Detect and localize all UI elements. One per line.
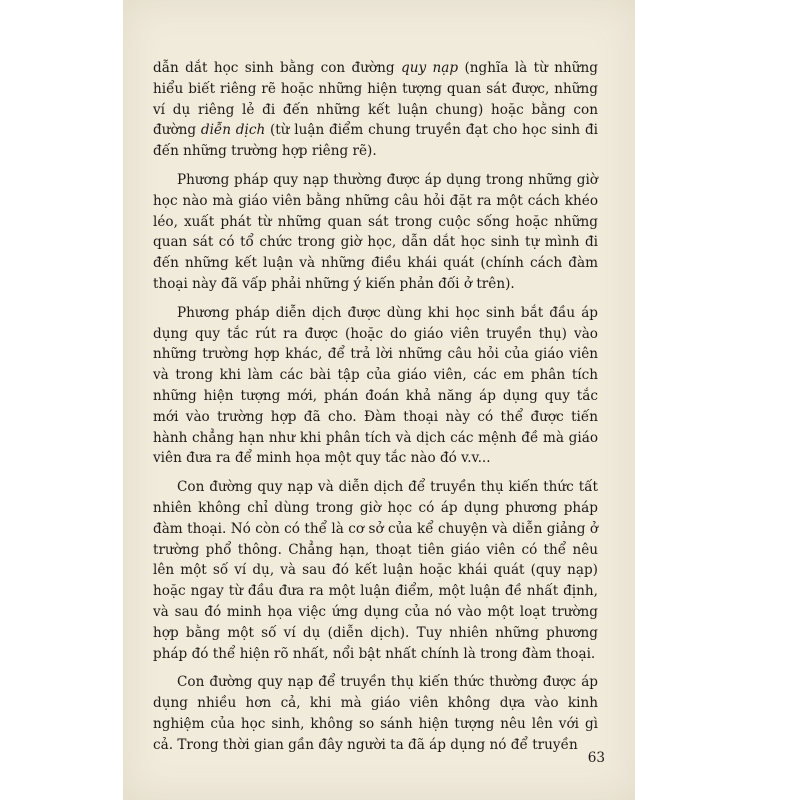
paragraph — [153, 477, 598, 664]
page-number: 63 — [587, 750, 605, 766]
text-run: Phương pháp quy nạp thường được áp dụng trong những giờ học nào mà giáo viên bằng những câu hỏi đặt ra một cách khéo léo, xuất phát từ những quan sát trong cuộc sống hoặc những quan sát có tổ chức trong giờ học, dẫn dắt học sinh tự mình đi đến những kết luận và những điều khái quát (chính cách đàm thoại này đã vấp phải những ý kiến phản đối ở trên). — [153, 171, 598, 292]
italic-term: quy nạp — [401, 60, 459, 76]
text-run: Con đường quy nạp để truyền thụ kiến thức thường được áp dụng nhiều hơn cả, khi mà giáo viên không dựa vào kinh nghiệm của học sinh, không so sánh hiện tượng nêu lên với gì cả. Trong thời gian gần đây người ta đã áp dụng nó để truyền — [153, 674, 598, 753]
text-run: (từ luận điểm chung truyền đạt cho học sinh đi đến những trường hợp riêng rẽ). — [153, 122, 598, 160]
text-run: dẫn dắt học sinh bằng con đường — [153, 60, 402, 76]
text-run: Con đường quy nạp và diễn dịch để truyền thụ kiến thức tất nhiên không chỉ dùng trong giờ học có áp dụng phương pháp đàm thoại. Nó còn có thể là cơ sở của kể chuyện và diễn giảng ở trường phổ thông. Chẳng hạn, thoạt tiên giáo viên có thể nêu lên một số ví dụ, và sau đó kết luận hoặc khái quát (quy nạp) hoặc ngay từ đầu đưa ra một luận điểm, một luận đề nhất định, và sau đó minh họa việc ứng dụng của nó vào một loạt trường hợp bằng một số ví dụ (diễn dịch). Tuy nhiên những phương pháp đó thể hiện rõ nhất, nổi bật nhất chính là trong đàm thoại. — [153, 479, 598, 662]
paragraph — [153, 672, 598, 755]
paragraph — [153, 170, 598, 295]
book-page — [123, 0, 635, 800]
body-text — [153, 58, 598, 764]
paragraph — [153, 58, 598, 162]
paragraph — [153, 303, 598, 469]
italic-term: diễn dịch — [200, 122, 266, 139]
text-run: Phương pháp diễn dịch được dùng khi học sinh bắt đầu áp dụng quy tắc rút ra được (hoặc do giáo viên truyền thụ) vào những trường hợp khác, để trả lời những câu hỏi của giáo viên và trong khi làm các bài tập của giáo viên, các em phân tích những hiện tượng mới, phán đoán khả năng áp dụng quy tắc mới vào trường hợp đã cho. Đàm thoại này có thể được tiến hành chẳng hạn như khi phân tích và dịch các mệnh đề mà giáo viên đưa ra để minh họa một quy tắc nào đó v.v... — [153, 304, 598, 467]
text-run: (nghĩa là từ những hiểu biết riêng rẽ hoặc những hiện tượng quan sát được, những ví dụ riêng lẻ đi đến những kết luận chung) hoặc bằng con đường — [153, 60, 598, 139]
